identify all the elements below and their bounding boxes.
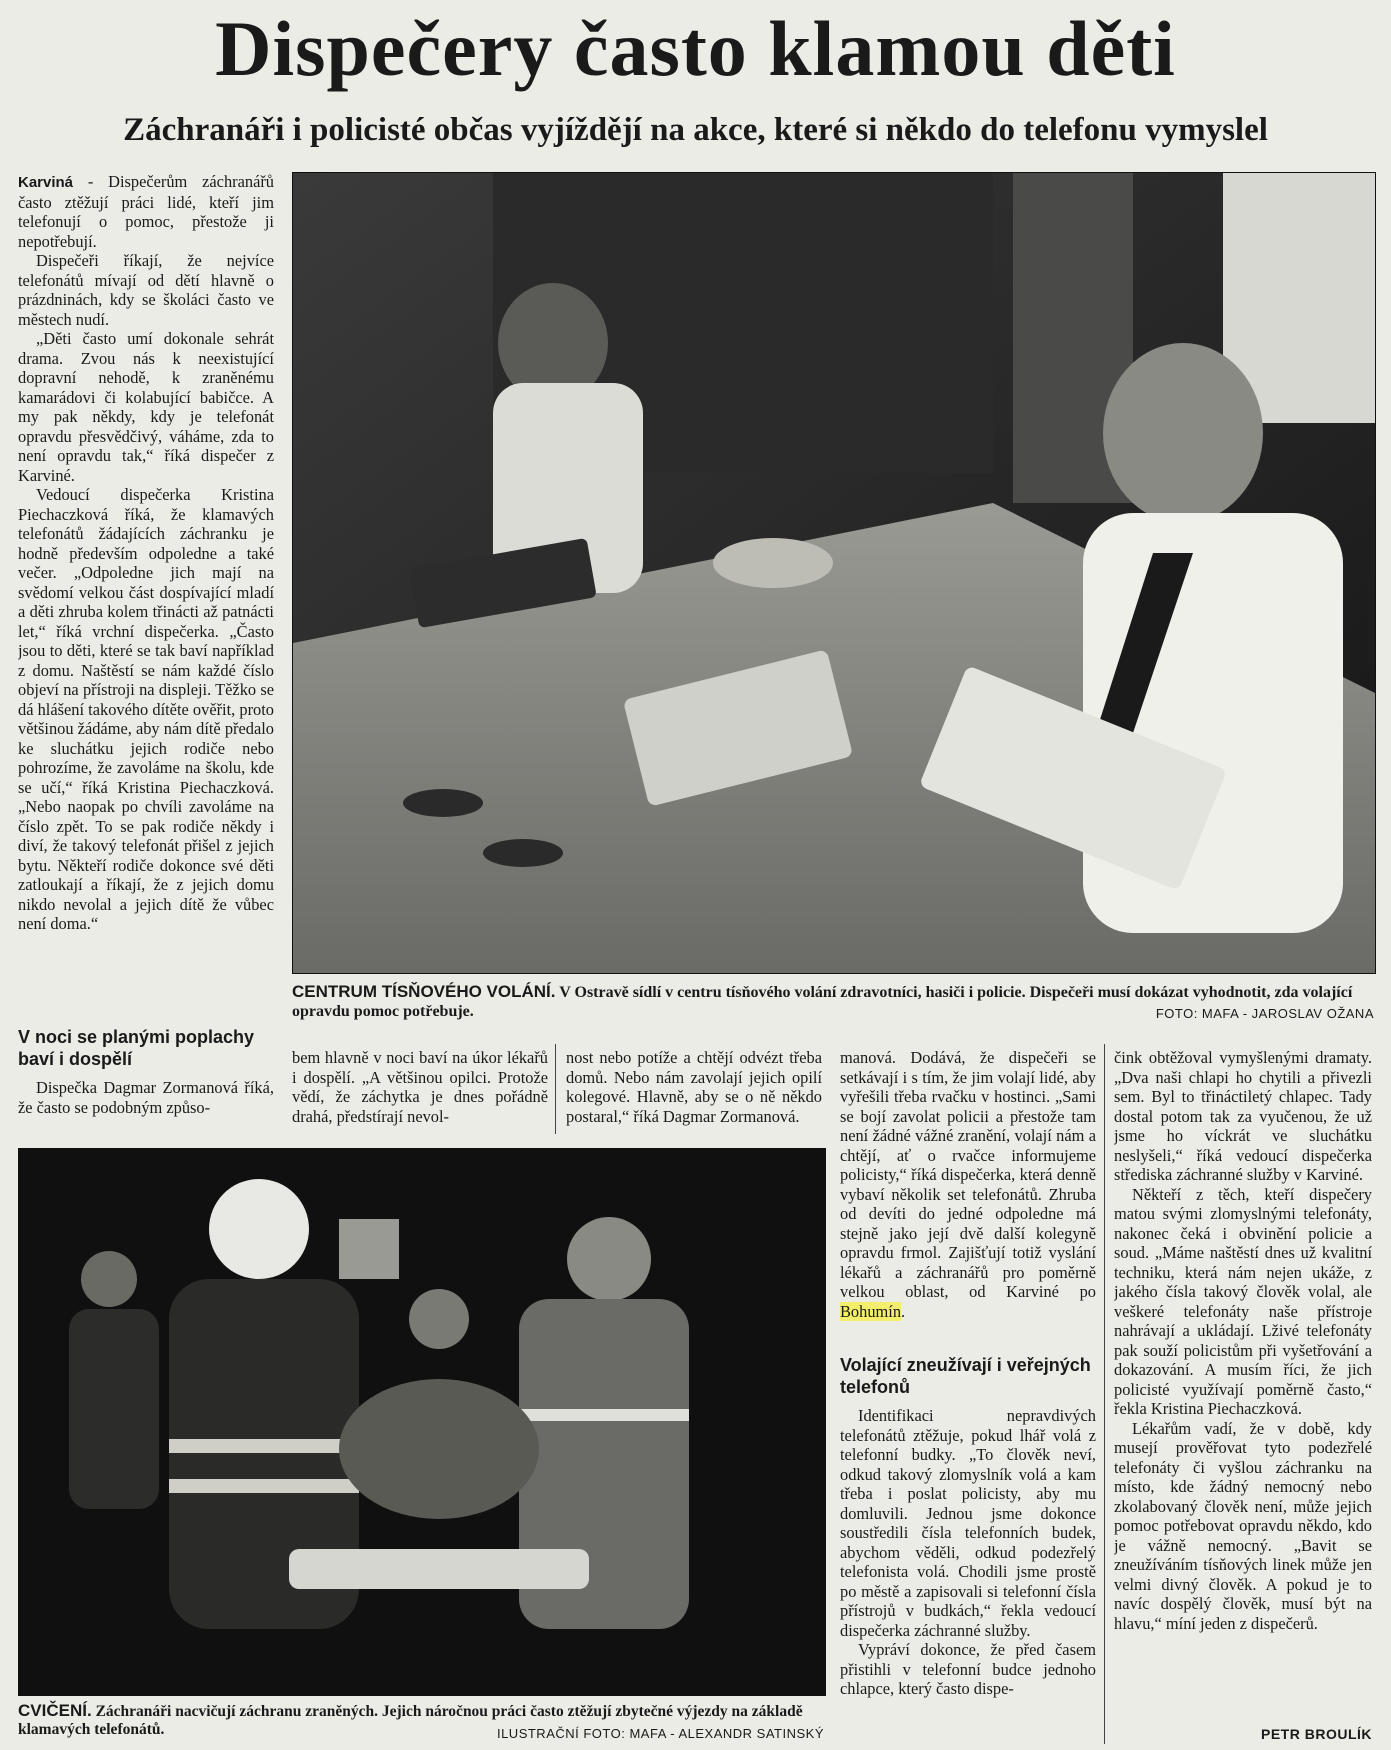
left-paragraph-5: Dispečka Dagmar Zormanová říká, že často se podobným způso- xyxy=(18,1078,274,1117)
right-a-paragraph-3: Vypráví dokonce, že před časem přistihli v telefonní budce jednoho chlapce, který často dispe- xyxy=(840,1640,1096,1698)
left-subtitle: V noci se planými poplachy baví i dospělí xyxy=(18,1027,255,1069)
right-b-paragraph-3: Lékařům vadí, že v době, kdy musejí prověřovat tyto podezřelé telefonáty či vyšlou záchranku na místo, kde žádný nemocný nebo zkolabovaný člověk není, může jejich pomoc potřebovat opravdu někdo, kdo je vážně nemocný. „Bavit se zneužíváním tísňových linek může jen velmi divný člověk. A pokud je to navíc dospělý člověk, musí být na hlavu,“ míní jeden z dispečerů. xyxy=(1114,1418,1372,1633)
right-b-paragraph-2: Někteří z těch, kteří dispečery matou svými zlomyslnými telefonáty, nakonec čeká i obvinění policie a soud. „Máme naštěstí dnes už kvalitní techniku, která nám nejen ukáže, z jakého čísla takový člověk volal, ale veškeré telefonáty naše přístroje nahrávají a ukládají. Lživé telefonáty pak souží policistům při vyšetřování a dokazování. A musím říci, že jich policisté využívají poměrně často,“ řekla Kristina Piechaczková. xyxy=(1114,1184,1372,1418)
photo-bottom-caption-text: Záchranáři nacvičují záchranu zraněných. Jejich náročnou práci často ztěžují zbytečné výjezdy na základě klamavých telefonátů. xyxy=(18,1703,803,1738)
exercise-photo-illustration xyxy=(19,1149,825,1695)
left-paragraph-2: Dispečeři říkají, že nejvíce telefonátů mívají od dětí hlavně o prázdninách, kdy se školáci často ve městech nudí. xyxy=(18,251,274,329)
photo-top-credit: FOTO: MAFA - JAROSLAV OŽANA xyxy=(1155,1006,1374,1021)
left-subsection xyxy=(18,1026,274,1158)
right-column-a xyxy=(840,1048,1096,1338)
photo-dispatch-center xyxy=(292,172,1376,974)
lead-text: - Dispečerům záchranářů často ztěžují práci lidé, kteří jim telefonují o pomoc, přestože ji nepotřebují. xyxy=(18,172,274,251)
lead-paragraph xyxy=(18,172,274,251)
lead-place: Karviná xyxy=(18,174,74,191)
dispatch-photo-illustration xyxy=(293,173,1375,973)
left-column xyxy=(18,172,274,1004)
mid-column-a xyxy=(292,1048,548,1128)
right-a-subsection xyxy=(840,1354,1096,1740)
byline: PETR BROULÍK xyxy=(1261,1726,1372,1742)
right-column-b xyxy=(1114,1048,1372,1724)
photo-top-caption-text: V Ostravě sídlí v centru tísňového volání zdravotníci, hasiči i policie. Dispečeři musí dokázat vyhodnotit, zda volající opravdu pomoc potřebuje. xyxy=(292,984,1353,1020)
photo-bottom-caption-tag: CVIČENÍ. xyxy=(18,1701,92,1720)
mid-column-b xyxy=(566,1048,822,1128)
subheadline: Záchranáři i policisté občas vyjíždějí na akce, které si někdo do telefonu vymyslel xyxy=(123,112,1268,148)
photo-top-caption-tag: CENTRUM TÍSŇOVÉHO VOLÁNÍ. xyxy=(292,982,556,1001)
mid-paragraph-b: nost nebo potíže a chtějí odvézt třeba domů. Nebo nám zavolají jejich opilí kolegové. Hlavně, aby se o ně někdo postaral,“ říká Dagmar Zormanová. xyxy=(566,1048,822,1126)
photo-bottom-credit: ILUSTRAČNÍ FOTO: MAFA - ALEXANDR SATINSKÝ xyxy=(496,1726,824,1741)
right-a-subtitle: Volající zneužívají i veřejných telefonů xyxy=(840,1355,1091,1397)
headline: Dispečery často klamou děti xyxy=(215,5,1176,92)
right-a-text-after: . xyxy=(901,1301,906,1321)
right-a-paragraph-2: Identifikaci nepravdivých telefonátů ztěžuje, pokud lhář volá z telefonní budky. „To člověk neví, odkud takový zlomyslník volá a kam třeba i poslat policisty, aby mu domluvili. Jednou jsme dokonce soustředili čísla telefonních budek, abychom věděli, odkud podezřelý telefonista volá. Chodili jsme prostě po městě a zapisovali si telefonní čísla přístrojů v budkách,“ řekla vedoucí dispečerka záchranné služby. xyxy=(840,1406,1096,1640)
left-paragraph-4: Vedoucí dispečerka Kristina Piechaczková říká, že klamavých telefonátů žádajících záchranku je hodně především odpoledne a také večer. „Odpoledne jich mají na svědomí velkou část dospívající mladí a děti zhruba kolem třinácti až patnácti let,“ říká vrchní dispečerka. „Často jsou to děti, které se tak baví například z domu. Naštěstí se nám každé číslo objeví na přístroji na displeji. Těžko se dá hlášení takového dítěte ověřit, proto většinou žádáme, aby nám dítě předalo ke sluchátku jejich rodiče nebo pohrozíme, že zavoláme na školu, kde se učí,“ říká Kristina Piechaczková. „Nebo naopak po chvíli zavoláme na číslo zpět. To se pak rodiče někdy i diví, že takový telefonát přišel z jejich bytu. Někteří rodiče dokonce své děti zatloukají a říkají, že z jejich domu nikdo nevolal a jejich dítě že vůbec není doma.“ xyxy=(18,485,274,933)
right-b-paragraph-1: čink obtěžoval vymyšlenými dramaty. „Dva naši chlapi ho chytili a přivezli sem. Byl to třináctiletý chlapec. Tady dostal potom tak za vyučenou, že už jsme ho víckrát ve sluchátku neslyšeli,“ říká vedoucí dispečerka střediska záchranné služby v Karviné. xyxy=(1114,1048,1372,1184)
right-a-paragraph-1 xyxy=(840,1048,1096,1321)
column-divider xyxy=(555,1044,556,1134)
mid-paragraph-a: bem hlavně v noci baví na úkor lékařů i dospělí. „A většinou opilci. Protože vědí, že záchytka je dnes pořádně drahá, předstírají nevol- xyxy=(292,1048,548,1126)
right-a-text-before: manová. Dodává, že dispečeři se setkávají i s tím, že jim volají lidé, aby vyřešili třeba rvačku v hostinci. „Sami se bojí zavolat policii a přestože tam není žádné vážné zranění, volají nám a chtějí, ať o rvačce informujeme policisty,“ říká dispečerka, která denně vybaví několik set telefonátů. Zhruba od devíti do jedné odpoledne má stejně jako její dvě další kolegyně opravdu frmol. Zajišťují totiž vyslání lékařů a záchranářů pro poměrně velkou oblast, od Karviné po xyxy=(840,1048,1096,1301)
column-divider-right xyxy=(1104,1044,1105,1744)
left-paragraph-3: „Děti často umí dokonale sehrát drama. Zvou nás k neexistující dopravní nehodě, k zraněnému kamarádovi či kolabující babičce. A my pak někdy, kdy je telefonát opravdu přesvědčivý, váháme, zda to není opravdu tak,“ říká dispečer z Karviné. xyxy=(18,329,274,485)
photo-rescue-exercise xyxy=(18,1148,826,1696)
highlighted-place: Bohumín xyxy=(840,1301,902,1321)
